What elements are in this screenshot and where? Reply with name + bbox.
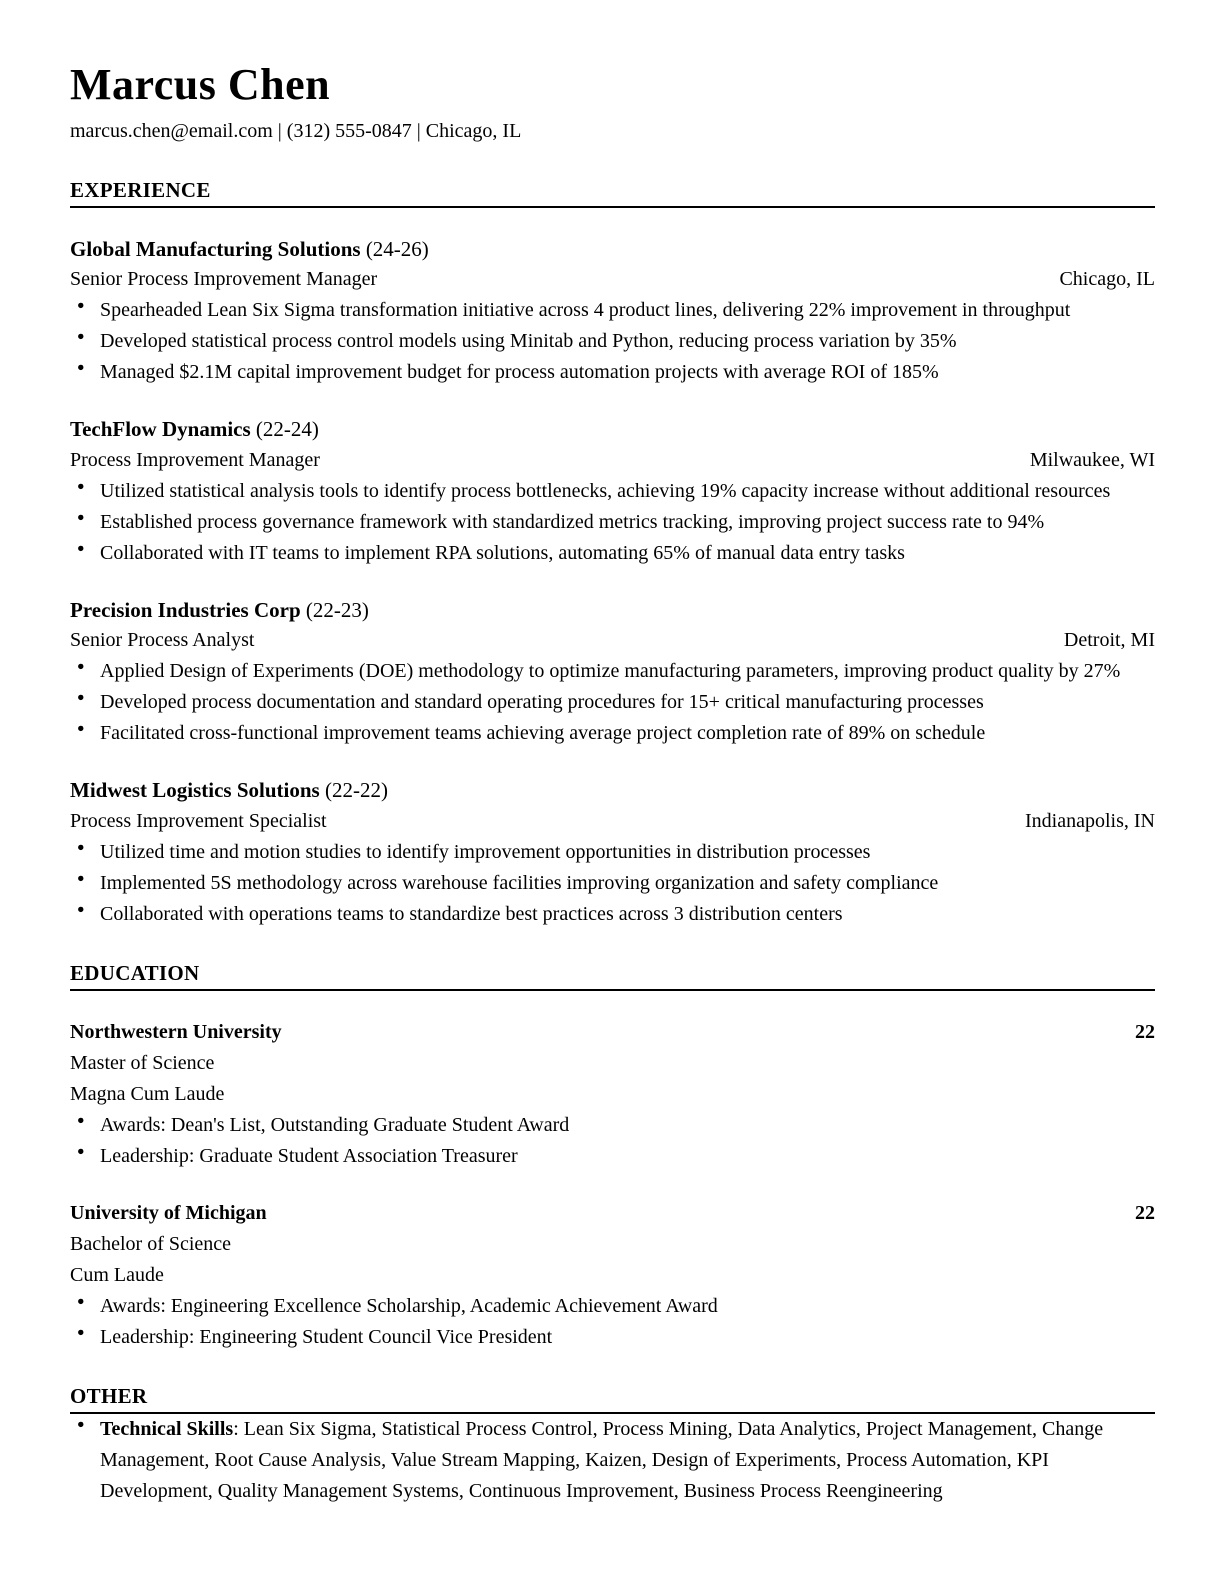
role-location-row bbox=[70, 264, 1155, 295]
job-entry bbox=[70, 414, 1155, 568]
resume-name: Marcus Chen bbox=[70, 60, 331, 109]
job-bullet-item: ● Developed statistical process control models using Minitab and Python, reducing process variation by 35% bbox=[100, 326, 1155, 357]
school-bullet-item: ● Awards: Dean's List, Outstanding Graduate Student Award bbox=[100, 1110, 1155, 1141]
school-entry bbox=[70, 1198, 1155, 1353]
company-line bbox=[70, 775, 1155, 805]
job-dates: (22-23) bbox=[305, 597, 369, 622]
job-location: Indianapolis, IN bbox=[1025, 809, 1155, 832]
school-bullet-item: ● Leadership: Graduate Student Association Treasurer bbox=[100, 1141, 1155, 1172]
job-role: Process Improvement Specialist bbox=[70, 809, 327, 832]
job-bullet-list bbox=[70, 656, 1155, 749]
company-name: Global Manufacturing Solutions bbox=[70, 236, 361, 261]
section-title-experience: EXPERIENCE bbox=[70, 177, 1155, 208]
job-bullet-item: ● Developed process documentation and standard operating procedures for 15+ critical manufacturing processes bbox=[100, 687, 1155, 718]
job-role: Senior Process Improvement Manager bbox=[70, 268, 378, 291]
job-entry bbox=[70, 234, 1155, 388]
job-bullet-item: ● Applied Design of Experiments (DOE) methodology to optimize manufacturing parameters, improving product quality by 27% bbox=[100, 656, 1155, 687]
job-bullet-item: ● Spearheaded Lean Six Sigma transformation initiative across 4 product lines, delivering 22% improvement in throughput bbox=[100, 295, 1155, 326]
section-title-other: OTHER bbox=[70, 1383, 1155, 1414]
school-degree: Master of Science bbox=[70, 1051, 215, 1074]
school-name-row bbox=[70, 1017, 1155, 1048]
school-honors: Magna Cum Laude bbox=[70, 1082, 225, 1105]
experience-list bbox=[70, 234, 1155, 930]
school-year: 22 bbox=[1135, 1020, 1155, 1043]
contact-line: marcus.chen@email.com | (312) 555-0847 | Chicago, IL bbox=[70, 119, 522, 142]
job-bullet-item: ● Collaborated with operations teams to standardize best practices across 3 distribution centers bbox=[100, 899, 1155, 930]
company-name: Midwest Logistics Solutions bbox=[70, 778, 320, 803]
section-title-education: EDUCATION bbox=[70, 960, 1155, 991]
school-degree: Bachelor of Science bbox=[70, 1232, 232, 1255]
job-role: Senior Process Analyst bbox=[70, 629, 255, 652]
job-location: Chicago, IL bbox=[1059, 268, 1155, 291]
other-list bbox=[70, 1414, 1155, 1507]
role-location-row bbox=[70, 806, 1155, 837]
company-line bbox=[70, 414, 1155, 444]
job-bullet-list bbox=[70, 837, 1155, 930]
role-location-row bbox=[70, 625, 1155, 656]
job-bullet-item: ● Managed $2.1M capital improvement budget for process automation projects with average ROI of 185% bbox=[100, 357, 1155, 388]
job-dates: (22-22) bbox=[324, 778, 388, 803]
job-bullet-item: ● Collaborated with IT teams to implement RPA solutions, automating 65% of manual data entry tasks bbox=[100, 538, 1155, 569]
job-location: Detroit, MI bbox=[1063, 629, 1155, 652]
job-bullet-item: ● Utilized statistical analysis tools to identify process bottlenecks, achieving 19% capacity increase without additional resources bbox=[100, 476, 1155, 507]
job-bullet-list bbox=[70, 295, 1155, 388]
job-bullet-item: ● Utilized time and motion studies to identify improvement opportunities in distribution processes bbox=[100, 837, 1155, 868]
school-bullet-item: ● Leadership: Engineering Student Council Vice President bbox=[100, 1322, 1155, 1353]
education-list bbox=[70, 1017, 1155, 1353]
other-item-text: : Lean Six Sigma, Statistical Process Control, Process Mining, Data Analytics, Project Management, Change Management, Root Cause Analysis, Value Stream Mapping, Kaizen, Design of Experiments, Process Automation, KPI Development, Quality Management Systems, Continuous Improvement, Business Process Reengineering bbox=[100, 1418, 1104, 1503]
school-year: 22 bbox=[1135, 1201, 1155, 1224]
job-bullet-item: ● Facilitated cross-functional improvement teams achieving average project completion rate of 89% on schedule bbox=[100, 718, 1155, 749]
job-entry bbox=[70, 595, 1155, 749]
other-item bbox=[100, 1414, 1155, 1507]
job-bullet-item: ● Established process governance framework with standardized metrics tracking, improving project success rate to 94% bbox=[100, 507, 1155, 538]
job-bullet-list bbox=[70, 476, 1155, 569]
job-dates: (22-24) bbox=[255, 417, 319, 442]
school-bullet-list bbox=[70, 1291, 1155, 1353]
school-entry bbox=[70, 1017, 1155, 1172]
job-location: Milwaukee, WI bbox=[1029, 448, 1155, 471]
school-name-row bbox=[70, 1198, 1155, 1229]
job-entry bbox=[70, 775, 1155, 929]
job-role: Process Improvement Manager bbox=[70, 448, 320, 471]
school-honors: Cum Laude bbox=[70, 1263, 164, 1286]
company-name: TechFlow Dynamics bbox=[70, 417, 251, 442]
company-name: Precision Industries Corp bbox=[70, 597, 301, 622]
company-line bbox=[70, 595, 1155, 625]
school-name: Northwestern University bbox=[70, 1020, 282, 1043]
job-dates: (24-26) bbox=[365, 236, 429, 261]
school-bullet-list bbox=[70, 1110, 1155, 1172]
company-line bbox=[70, 234, 1155, 264]
role-location-row bbox=[70, 445, 1155, 476]
school-name: University of Michigan bbox=[70, 1201, 267, 1224]
other-item-label: Technical Skills bbox=[100, 1418, 234, 1441]
job-bullet-item: ● Implemented 5S methodology across warehouse facilities improving organization and safety compliance bbox=[100, 868, 1155, 899]
school-bullet-item: ● Awards: Engineering Excellence Scholarship, Academic Achievement Award bbox=[100, 1291, 1155, 1322]
